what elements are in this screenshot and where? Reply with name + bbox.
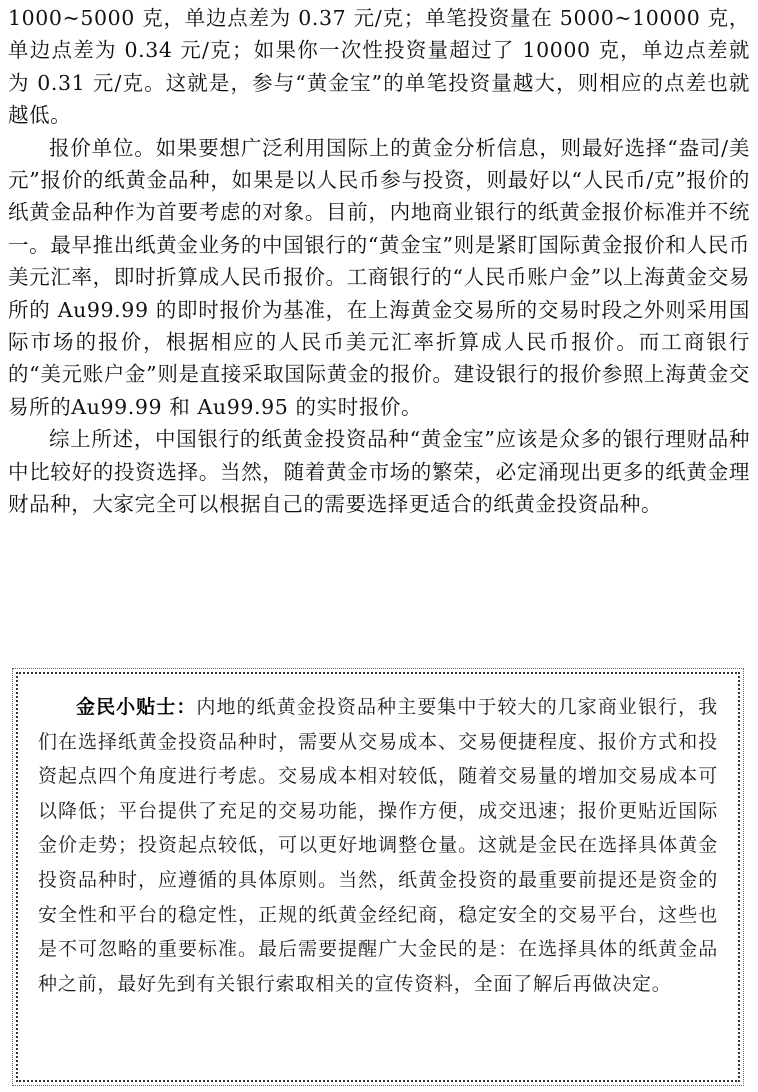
tip-body: 内地的纸黄金投资品种主要集中于较大的几家商业银行，我们在选择纸黄金投资品种时，需要从交易成本、交易便捷程度、报价方式和投资起点四个角度进行考虑。交易成本相对较低，随着交易量的增加交易成本可以降低；平台提供了充足的交易功能，操作方便，成交迅速；报价更贴近国际金价走势；投资起点较低，可以更好地调整仓量。这就是金民在选择具体黄金投资品种时，应遵循的具体原则。当然，纸黄金投资的最重要前提还是资金的安全性和平台的稳定性，正规的纸黄金经纪商，稳定安全的交易平台，这些也是不可忽略的重要标准。最后需要提醒广大金民的是：在选择具体的纸黄金品种之前，最好先到有关银行索取相关的宣传资料，全面了解后再做决定。 bbox=[38, 696, 718, 995]
paragraph-conclusion: 综上所述，中国银行的纸黄金投资品种“黄金宝”应该是众多的银行理财品种中比较好的投资选择。当然，随着黄金市场的繁荣，必定涌现出更多的纸黄金理财品种，大家完全可以根据自己的需要选择更适合的纸黄金投资品种。 bbox=[8, 427, 750, 517]
tip-paragraph bbox=[38, 690, 718, 1001]
tip-heading: 金民小贴士： bbox=[76, 696, 197, 718]
main-text bbox=[8, 2, 750, 521]
paragraph-spread-tiers: 1000~5000 克，单边点差为 0.37 元/克；单笔投资量在 5000~10000 克，单边点差为 0.34 元/克；如果你一次性投资量超过了 10000 克，单边点差就为 0.31 元/克。这就是，参与“黄金宝”的单笔投资量越大，则相应的点差也就越低。 bbox=[8, 6, 750, 128]
tip-box bbox=[16, 672, 740, 1082]
paragraph-quote-unit: 报价单位。如果要想广泛利用国际上的黄金分析信息，则最好选择“盎司/美元”报价的纸黄金品种，如果是以人民币参与投资，则最好以“人民币/克”报价的纸黄金品种作为首要考虑的对象。目前，内地商业银行的纸黄金报价标准并不统一。最早推出纸黄金业务的中国银行的“黄金宝”则是紧盯国际黄金报价和人民币美元汇率，即时折算成人民币报价。工商银行的“人民币账户金”以上海黄金交易所的 Au99.99 的即时报价为基准，在上海黄金交易所的交易时段之外则采用国际市场的报价，根据相应的人民币美元汇率折算成人民币报价。而工商银行的“美元账户金”则是直接采取国际黄金的报价。建设银行的报价参照上海黄金交易所的Au99.99 和 Au99.95 的实时报价。 bbox=[8, 135, 750, 419]
